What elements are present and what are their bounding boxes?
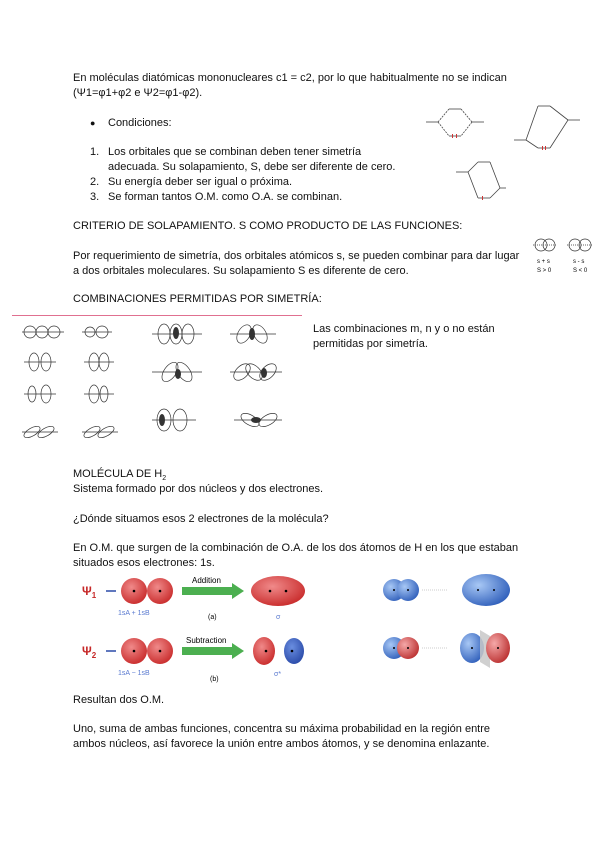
condition-1-line-2: adecuada. Su solapamiento, S, debe ser diferente de cero. (108, 161, 396, 173)
h2-3d-orbitals-figure (380, 572, 530, 682)
sigma-star-lobe-a (253, 637, 275, 665)
condition-3-line-1: Se forman tantos O.M. como O.A. se combinan. (108, 191, 343, 203)
subtraction-arrow (182, 643, 244, 659)
symmetry-note-line-1: Las combinaciones m, n y o no están (313, 323, 495, 335)
overlap-fig-a-top: s + s (537, 259, 550, 265)
sigma-star-lobe-b (284, 638, 304, 664)
h2-answer-line-2: situados esos electrones: 1s. (73, 557, 215, 569)
psi1-sub: 1 (91, 591, 97, 600)
overlap-fig-a-bottom: S > 0 (537, 268, 552, 274)
overlap-line-2: a dos orbitales moleculares. Su solapamiento S es diferente de cero. (73, 265, 409, 277)
orbital-combinations-figure (12, 318, 304, 453)
result-line-1: Resultan dos O.M. (73, 694, 165, 706)
result-para-line-2: ambos núcleos, así favorece la unión entre ambos átomos, y se denomina enlazante. (73, 738, 490, 750)
sigma-orbital (251, 576, 305, 606)
overlap-fig-b-top: s - s (573, 259, 585, 265)
condition-3-num: 3. (90, 191, 100, 203)
svg-text:Ψ2 (82, 644, 97, 660)
h2-heading-sub: 2 (162, 475, 167, 483)
conditions-title: Condiciones: (108, 117, 172, 129)
diff-label: 1sA − 1sB (118, 670, 150, 677)
svg-text:Ψ1 (82, 584, 97, 600)
symmetry-heading: COMBINACIONES PERMITIDAS POR SIMETRÍA: (73, 293, 322, 305)
psi2-symbol: Ψ (82, 644, 92, 658)
sigma-label: σ (276, 614, 281, 621)
condition-1-line-1: Los orbitales que se combinan deben tener simetría (108, 146, 362, 158)
intro-line-1: En moléculas diatómicas mononucleares c1 = c2, por lo que habitualmente no se indican (73, 72, 507, 84)
result-para-line-1: Uno, suma de ambas funciones, concentra su máxima probabilidad en la región entre (73, 723, 491, 735)
subtraction-label: Subtraction (186, 636, 227, 645)
condition-1-num: 1. (90, 146, 100, 158)
h2-line-1: Sistema formado por dos núcleos y dos electrones. (73, 483, 324, 495)
intro-line-2: (Ψ1=φ1+φ2 e Ψ2=φ1-φ2). (73, 87, 203, 99)
sigma-star-label: σ* (274, 671, 282, 678)
energy-level-diagrams (418, 92, 588, 207)
h2-heading-prefix: MOLÉCULA DE H (73, 468, 163, 480)
h2-orbital-figure (80, 573, 330, 685)
overlap-fig-b-bottom: S < 0 (573, 268, 588, 274)
overlap-sign-figure (533, 236, 597, 276)
overlap-heading: CRITERIO DE SOLAPAMIENTO. S COMO PRODUCTO DE LAS FUNCIONES: (73, 220, 463, 232)
fig-b-label: (b) (210, 676, 219, 683)
condition-2-num: 2. (90, 176, 100, 188)
psi1-symbol: Ψ (82, 584, 92, 598)
h2-question: ¿Dónde situamos esos 2 electrones de la molécula? (73, 513, 329, 525)
condition-2-line-1: Su energía deber ser igual o próxima. (108, 176, 293, 188)
psi2-sub: 2 (91, 651, 97, 660)
h2-answer-line-1: En O.M. que surgen de la combinación de O.A. de los dos átomos de H en los que estaban (73, 542, 519, 554)
overlap-line-1: Por requerimiento de simetría, dos orbitales atómicos s, se pueden combinar para dar lugar (73, 250, 520, 262)
conditions-bullet: ● (90, 118, 96, 128)
symmetry-rule (12, 315, 302, 316)
sum-label: 1sA + 1sB (118, 610, 150, 617)
addition-label: Addition (192, 576, 221, 585)
fig-a-label: (a) (208, 614, 217, 621)
symmetry-note-line-2: permitidas por simetría. (313, 338, 428, 350)
addition-arrow (182, 583, 244, 599)
